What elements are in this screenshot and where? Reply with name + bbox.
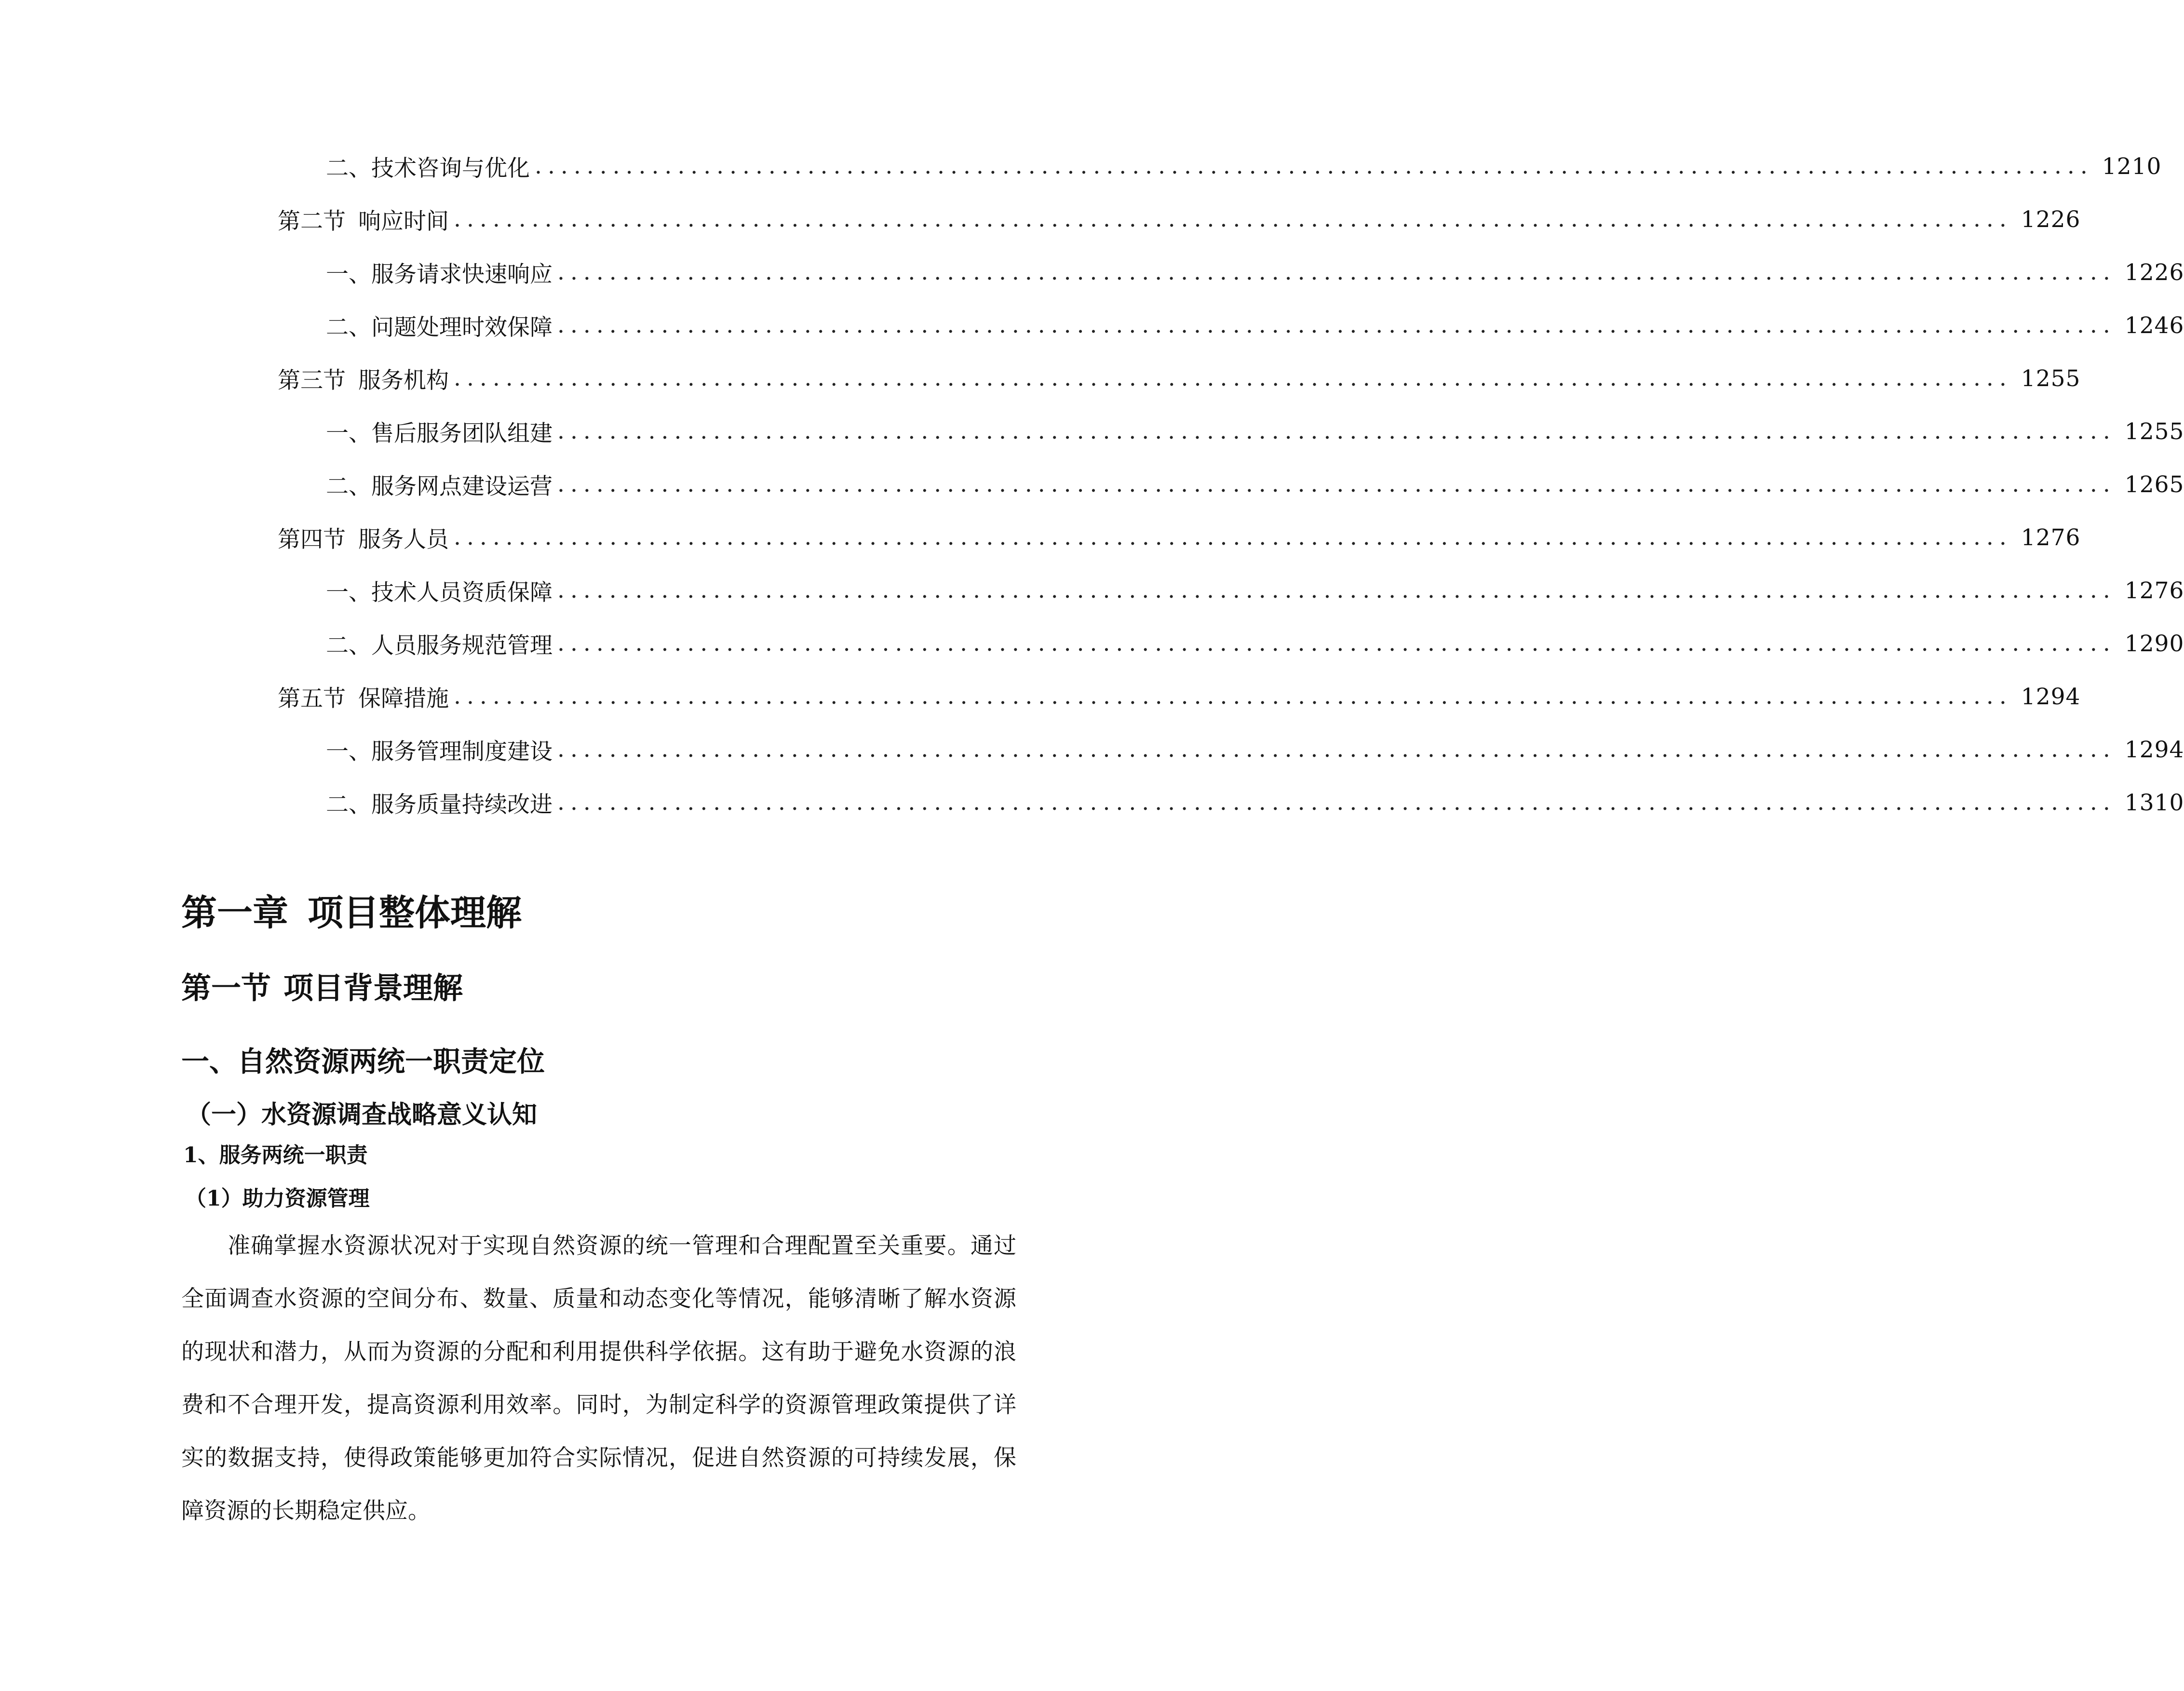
toc-dot-leader: ........................................................................................................................ [557,577,2116,604]
subheading-level-2: （一）水资源调查战略意义认知 [186,1100,538,1129]
toc-entry[interactable] [278,140,2162,193]
toc-entry-number: 二、 [326,473,371,500]
toc-entry-title: 保障措施 [358,685,449,712]
toc-entry-title: 技术咨询与优化 [371,155,530,182]
toc-entry-page: 1294 [2124,736,2184,763]
toc-entry-page: 1255 [2124,418,2184,445]
toc-entry-title: 人员服务规范管理 [371,632,553,659]
toc-entry[interactable] [278,723,2184,776]
toc-entry-title: 服务网点建设运营 [371,473,553,500]
toc-entry-page: 1290 [2124,630,2184,657]
toc-entry-number: 第二节 [278,208,346,235]
toc-entry[interactable] [278,193,2081,246]
toc-entry-number: 二、 [326,314,371,341]
table-of-contents [278,140,2184,829]
toc-dot-leader: ........................................................................................................................ [535,152,2093,179]
toc-entry-page: 1255 [2021,365,2081,392]
toc-entry-number: 一、 [326,579,371,606]
toc-entry-title: 技术人员资质保障 [371,579,553,606]
toc-dot-leader: ........................................................................................................................ [454,364,2012,391]
toc-entry-page: 1310 [2124,789,2184,816]
toc-entry-title: 服务人员 [358,526,449,553]
chapter-heading [181,885,522,936]
toc-entry[interactable] [278,617,2184,670]
toc-entry-number: 一、 [326,261,371,288]
section-heading [181,964,463,1007]
toc-dot-leader: ........................................................................................................................ [454,523,2012,550]
toc-dot-leader: ........................................................................................................................ [557,736,2116,763]
toc-entry-page: 1246 [2124,312,2184,339]
toc-entry-page: 1276 [2124,577,2184,604]
toc-entry-page: 1226 [2021,206,2081,233]
toc-entry-number: 二、 [326,155,371,182]
toc-entry[interactable] [278,299,2184,352]
chapter-number: 第一章 [181,892,288,934]
toc-dot-leader: ........................................................................................................................ [454,205,2012,232]
toc-dot-leader: ........................................................................................................................ [454,683,2012,710]
toc-entry-number: 第三节 [278,367,346,394]
subheading-level-1: 一、自然资源两统一职责定位 [181,1045,545,1078]
toc-dot-leader: ........................................................................................................................ [557,311,2116,338]
toc-entry-title: 服务管理制度建设 [371,738,553,765]
toc-entry-title: 服务请求快速响应 [371,261,553,288]
toc-entry[interactable] [278,458,2184,511]
toc-entry-number: 第五节 [278,685,346,712]
toc-entry-title: 问题处理时效保障 [371,314,553,341]
toc-entry-number: 第四节 [278,526,346,553]
toc-entry-page: 1294 [2021,683,2081,710]
chapter-title: 项目整体理解 [308,892,522,934]
toc-dot-leader: ........................................................................................................................ [557,258,2116,285]
toc-entry-number: 二、 [326,632,371,659]
toc-entry[interactable] [278,246,2184,299]
toc-dot-leader: ........................................................................................................................ [557,417,2116,444]
toc-entry-page: 1276 [2021,524,2081,551]
toc-dot-leader: ........................................................................................................................ [557,630,2116,657]
subheading-level-4: （1）助力资源管理 [185,1186,370,1211]
toc-entry-page: 1226 [2124,259,2184,286]
toc-entry-number: 一、 [326,738,371,765]
toc-entry[interactable] [278,352,2081,405]
toc-entry-page: 1265 [2124,471,2184,498]
subheading-level-3: 1、服务两统一职责 [183,1143,368,1168]
toc-entry[interactable] [278,405,2184,458]
toc-entry[interactable] [278,564,2184,617]
section-number: 第一节 [181,970,271,1006]
toc-dot-leader: ........................................................................................................................ [557,789,2116,816]
section-title: 项目背景理解 [283,970,463,1006]
toc-entry-title: 服务质量持续改进 [371,791,553,818]
toc-entry[interactable] [278,670,2081,723]
toc-entry-page: 1210 [2102,153,2162,180]
toc-entry[interactable] [278,776,2184,829]
toc-entry-number: 一、 [326,420,371,447]
toc-entry[interactable] [278,511,2081,564]
toc-entry-title: 服务机构 [358,367,449,394]
toc-entry-title: 售后服务团队组建 [371,420,553,447]
toc-entry-title: 响应时间 [358,208,449,235]
toc-entry-number: 二、 [326,791,371,818]
toc-dot-leader: ........................................................................................................................ [557,470,2116,497]
body-paragraph: 准确掌握水资源状况对于实现自然资源的统一管理和合理配置至关重要。通过全面调查水资源的空间分布、数量、质量和动态变化等情况，能够清晰了解水资源的现状和潜力，从而为资源的分配和利用提供科学依据。这有助于避免水资源的浪费和不合理开发，提高资源利用效率。同时，为制定科学的资源管理政策提供了详实的数据支持，使得政策能够更加符合实际情况，促进自然资源的可持续发展，保障资源的长期稳定供应。 [181,1233,1016,1524]
